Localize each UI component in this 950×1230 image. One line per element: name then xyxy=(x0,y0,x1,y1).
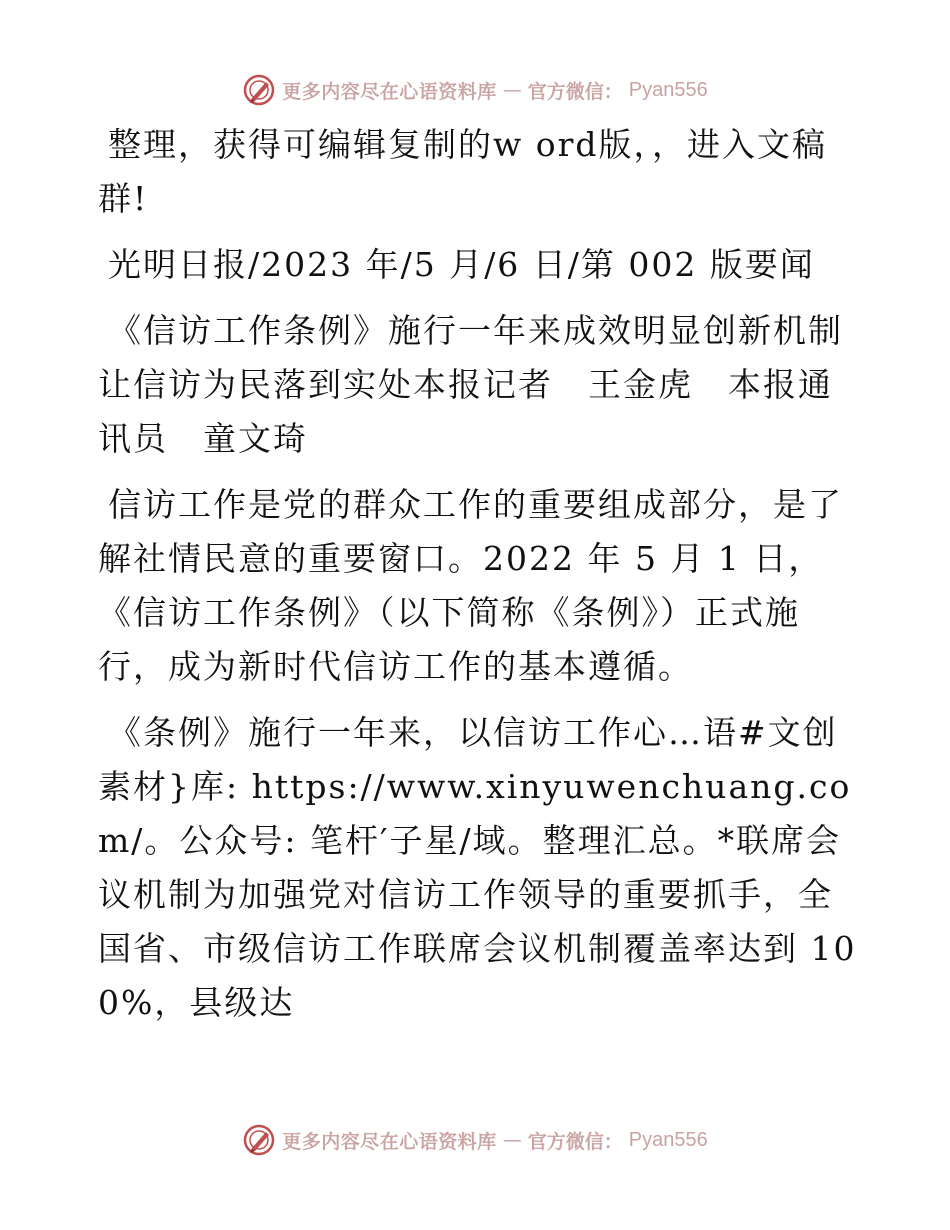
footer-banner-separator: — xyxy=(502,1129,522,1151)
footer-wechat-id: Pyan556 xyxy=(628,1128,708,1151)
footer-banner-text: 更多内容尽在心语资料库 xyxy=(282,1130,497,1153)
paragraph-body-2: 《条例》施行一年来，以信访工作心…语#文创素材}库: https://www.xinyuwenchuang.com/。公众号: 笔杆′子星/域。整理汇总。*联席会议机制为加强党对信访工作领导的重要抓手，全国省、市级信访工作联席会议机制覆盖率达到 100%，县级达 xyxy=(98,713,857,1022)
paragraph-headline: 《信访工作条例》施行一年来成效明显创新机制让信访为民落到实处本报记者 王金虎 本报通讯员 童文琦 xyxy=(98,311,843,458)
paragraph-body-1: 信访工作是党的群众工作的重要组成部分，是了解社情民意的重要窗口。2022 年 5 月 1 日，《信访工作条例》（以下简称《条例》）正式施行，成为新时代信访工作的基本遵循。 xyxy=(98,485,843,686)
pen-logo-icon xyxy=(242,73,276,107)
pen-logo-icon xyxy=(242,1123,276,1157)
footer-banner xyxy=(0,1120,950,1160)
header-banner-separator: — xyxy=(502,79,522,101)
header-banner-label: 官方微信： xyxy=(527,80,623,103)
paragraph-intro: 整理，获得可编辑复制的w ord版，，进入文稿群! xyxy=(98,125,828,218)
header-banner xyxy=(0,70,950,110)
header-banner-text: 更多内容尽在心语资料库 xyxy=(282,80,497,103)
header-wechat-id: Pyan556 xyxy=(628,78,708,101)
footer-banner-label: 官方微信： xyxy=(527,1130,623,1153)
paragraph-source: 光明日报/2023 年/5 月/6 日/第 002 版要闻 xyxy=(108,245,815,284)
article-body xyxy=(98,118,858,1042)
